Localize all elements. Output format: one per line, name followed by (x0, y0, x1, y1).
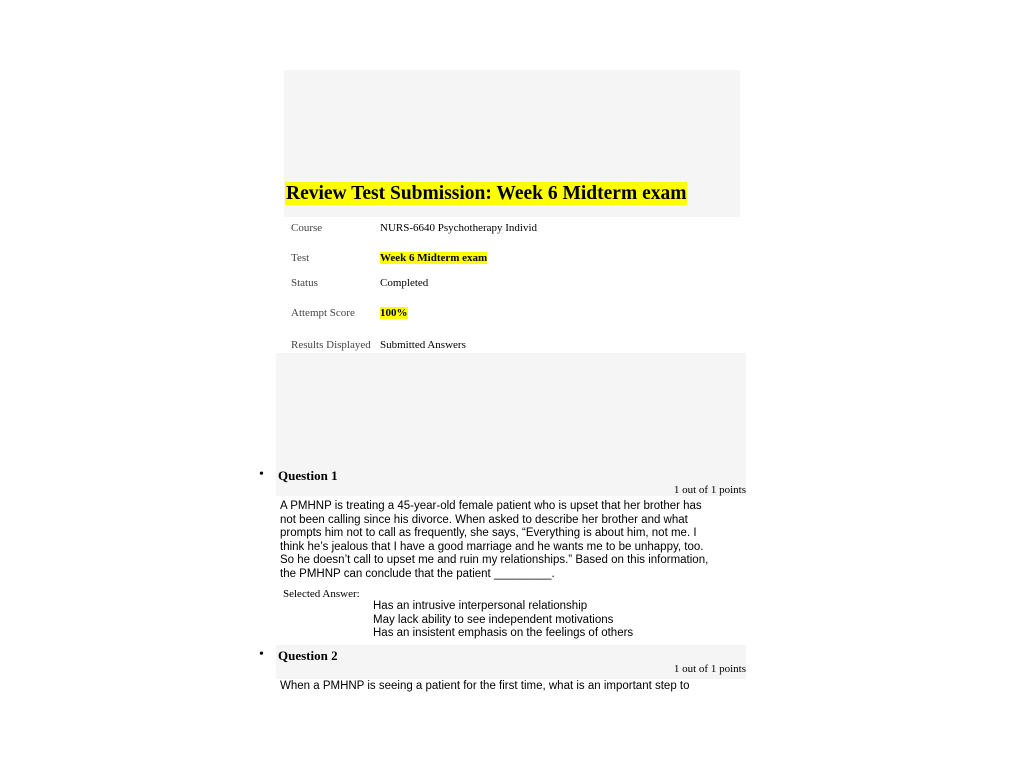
question-1-panel (276, 353, 746, 496)
question-1-answer-1: Has an intrusive interpersonal relationship (373, 600, 588, 612)
info-value-results-displayed: Submitted Answers (380, 339, 466, 351)
question-1-points: 1 out of 1 points (673, 484, 746, 496)
info-label-test: Test (291, 252, 310, 264)
info-label-course: Course (291, 222, 323, 234)
question-1-answer-3: Has an insistent emphasis on the feelings of others (373, 627, 634, 639)
info-value-course: NURS-6640 Psychotherapy Individ (380, 222, 538, 234)
question-1-bullet: • (259, 467, 264, 482)
info-label-status: Status (291, 277, 318, 289)
info-value-test-wrap (380, 252, 487, 264)
info-value-attempt-score: 100% (380, 307, 408, 319)
info-value-attempt-score-wrap (380, 307, 408, 319)
question-1-title: Question 1 (278, 468, 338, 483)
info-value-test: Week 6 Midterm exam (380, 252, 488, 264)
question-1-selected-answer-label: Selected Answer: (283, 588, 360, 600)
page-title: Review Test Submission: Week 6 Midterm exam (286, 183, 687, 204)
question-2-points: 1 out of 1 points (673, 663, 746, 675)
question-2-bullet: • (259, 647, 264, 662)
info-value-status: Completed (380, 277, 429, 289)
question-1-text: A PMHNP is treating a 45-year-old female patient who is upset that her brother has not been calling since his divorce. When asked to describe her brother and what prompts him not to call as frequently, she says, “Everything is about him, not me. I think he’s jealous that I have a good marriage and he wants me to be unhappy, too. So he doesn’t call to upset me and ruin my relationships.” Based on this information, the PMHNP can conclude that the patient _________. (280, 500, 709, 580)
question-2-title: Question 2 (278, 648, 338, 663)
info-label-attempt-score: Attempt Score (291, 307, 355, 319)
question-1-answer-2: May lack ability to see independent motivations (373, 614, 614, 626)
info-label-results-displayed: Results Displayed (291, 339, 371, 351)
question-2-text: When a PMHNP is seeing a patient for the first time, what is an important step to (280, 680, 690, 692)
